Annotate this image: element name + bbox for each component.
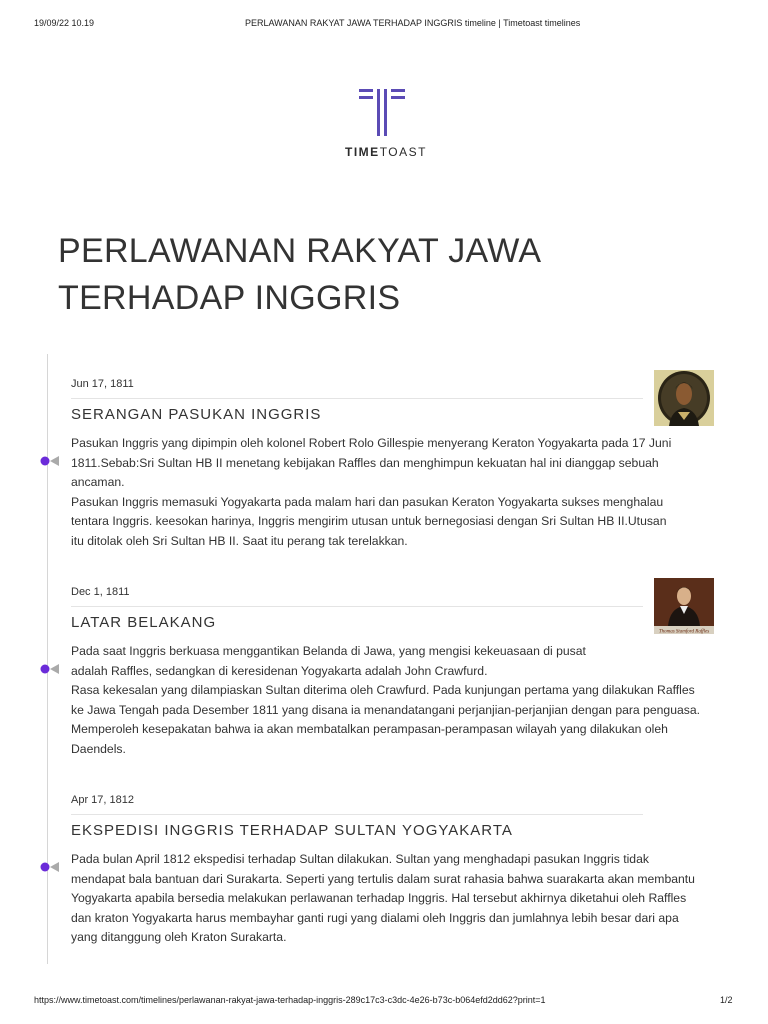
event-image[interactable] <box>654 578 714 634</box>
event-divider <box>71 606 643 607</box>
timetoast-logo[interactable] <box>334 86 438 160</box>
print-page-number: 1/2 <box>720 995 733 1005</box>
event-paragraph: Pada saat Inggris berkuasa menggantikan Belanda di Jawa, yang mengisi kekeuasaan di pusat adalah Raffles, sedangkan di keresidenan Yogyakarta adalah John Crawfurd. <box>71 644 586 678</box>
event-paragraph: Rasa kekesalan yang dilampiaskan Sultan diterima oleh Crawfurd. Pada kunjungan pertama yang dilakukan Raffles ke Jawa Tengah pada Desember 1811 yang disana ia menandatangani perjanjian-perjanjian dengan para penguasa. Memperoleh kesepakatan bahwa ia akan membatalkan perampasan-perampasan wilayah yang dilakukan oleh Daendels. <box>71 683 701 756</box>
timetoast-wordmark <box>334 145 438 159</box>
timeline-title: PERLAWANAN RAKYAT JAWA TERHADAP INGGRIS <box>58 232 540 317</box>
event-title: SERANGAN PASUKAN INGGRIS <box>71 406 322 423</box>
event-description <box>71 850 701 948</box>
portrait-image <box>654 578 714 634</box>
portrait-image <box>654 370 714 426</box>
print-url: https://www.timetoast.com/timelines/perlawanan-rakyat-jawa-terhadap-inggris-289c17c3-c3dc-4e26-b73c-b064efd2dd62?print=1 <box>34 995 546 1005</box>
portrait-caption: Thomas Stamford Raffles <box>658 629 710 634</box>
event-date: Jun 17, 1811 <box>71 378 134 390</box>
brand-bold: TIME <box>345 145 380 159</box>
event-paragraph: Pasukan Inggris memasuki Yogyakarta pada malam hari dan pasukan Keraton Yogyakarta sukses menghalau tentara Inggris. keesokan harinya, Inggris mengirim utusan untuk bernegosiasi dengan Sri Sultan HB II.Utusan itu ditolak oleh Sri Sultan HB II. Saat itu perang tak terelakkan. <box>71 494 667 548</box>
timetoast-logo-icon <box>359 86 413 136</box>
event-title: EKSPEDISI INGGRIS TERHADAP SULTAN YOGYAKARTA <box>71 822 513 839</box>
brand-light: TOAST <box>379 145 427 159</box>
event-divider <box>71 814 643 815</box>
print-page-title: PERLAWANAN RAKYAT JAWA TERHADAP INGGRIS timeline | Timetoast timelines <box>245 18 581 28</box>
event-divider <box>71 398 643 399</box>
event-image[interactable] <box>654 370 714 426</box>
print-datetime: 19/09/22 10.19 <box>34 18 95 28</box>
event-description <box>71 642 701 759</box>
event-date: Apr 17, 1812 <box>71 794 134 806</box>
timeline-marker-icon <box>40 455 62 467</box>
event-paragraph: Pada bulan April 1812 ekspedisi terhadap Sultan dilakukan. Sultan yang menghadapi pasukan Inggris tidak mendapat bala bantuan dari Surakarta. Seperti yang tertulis dalam surat rahasia bahwa suarakarta akan membantu Yogyakarta apabila bersedia melakukan perlawanan terhadap Inggris. Hal tersebut akhirnya diketahui oleh Raffles dan kraton Yogyakarta harus membayhar ganti rugi yang dialami oleh Inggris dan jumlahnya lebih besar dari apa yang ditanggung oleh Kraton Surakarta. <box>71 852 695 944</box>
event-title: LATAR BELAKANG <box>71 614 217 631</box>
event-date: Dec 1, 1811 <box>71 586 130 598</box>
event-paragraph: Pasukan Inggris yang dipimpin oleh kolonel Robert Rolo Gillespie menyerang Keraton Yogyakarta pada 17 Juni 1811.Sebab:Sri Sultan HB II menetang kebijakan Raffles dan menghimpun kekuatan hal ini dianggap sebuah ancaman. <box>71 436 672 489</box>
timeline-marker-icon <box>40 663 62 675</box>
event-description <box>71 434 679 551</box>
timeline-marker-icon <box>40 861 62 873</box>
